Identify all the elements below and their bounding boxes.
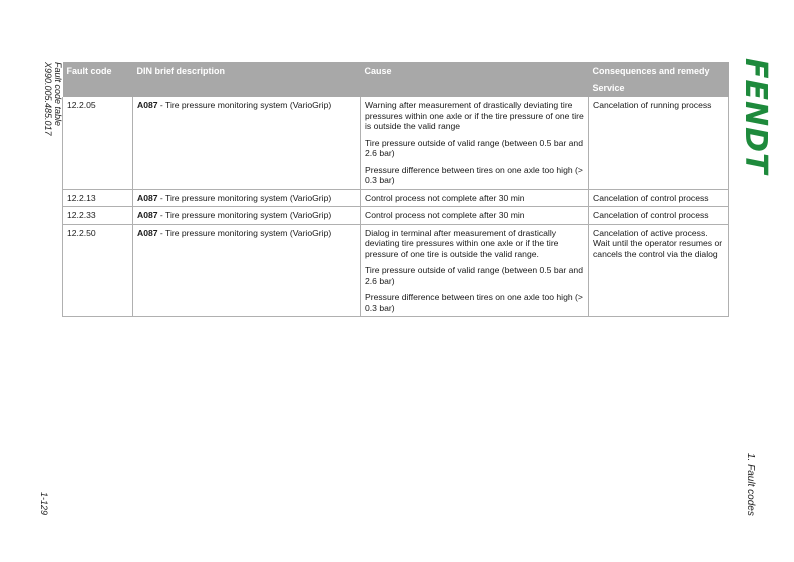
table-row xyxy=(63,207,729,225)
cell-description xyxy=(133,97,361,189)
cell-cause xyxy=(361,207,589,225)
header-consequences xyxy=(589,62,729,97)
cell-consequence: Cancelation of running process xyxy=(589,97,729,189)
right-margin xyxy=(738,58,773,518)
header-description: DIN brief description xyxy=(133,62,361,97)
component-text: - Tire pressure monitoring system (VarioGrip) xyxy=(157,192,332,203)
cause-text: Warning after measurement of drastically deviating tire pressures within one axle or if the tire pressure of one tire is outside the valid range xyxy=(365,100,584,131)
cell-fault-code: 12.2.50 xyxy=(63,224,133,317)
cell-fault-code: 12.2.13 xyxy=(63,189,133,207)
cause-text: Tire pressure outside of valid range (between 0.5 bar and 2.6 bar) xyxy=(365,137,583,158)
fault-code-table xyxy=(62,62,729,317)
table-header-row xyxy=(63,62,729,97)
cause-text: Dialog in terminal after measurement of drastically deviating tire pressures within one axle or if the tire pressure of one tire is outside the valid range. xyxy=(365,227,559,259)
cell-description xyxy=(133,207,361,225)
cell-consequence: Cancelation of control process xyxy=(589,189,729,207)
header-service-label: Service xyxy=(592,82,625,93)
cause-text: Pressure difference between tires on one axle too high (> 0.3 bar) xyxy=(365,292,583,313)
cell-description xyxy=(133,189,361,207)
cause-text: Control process not complete after 30 min xyxy=(365,210,525,220)
component-code: A087 xyxy=(137,192,158,203)
component-code: A087 xyxy=(137,210,158,220)
cell-consequence: Cancelation of control process xyxy=(589,207,729,225)
chapter-title: 1. Fault codes xyxy=(745,453,756,516)
table-row xyxy=(63,189,729,207)
cause-text: Tire pressure outside of valid range (between 0.5 bar and 2.6 bar) xyxy=(365,265,583,286)
header-consequences-label: Consequences and remedy xyxy=(592,66,710,76)
cause-text: Control process not complete after 30 min xyxy=(365,192,525,203)
cell-fault-code: 12.2.33 xyxy=(63,207,133,225)
component-text: - Tire pressure monitoring system (VarioGrip) xyxy=(157,210,332,220)
table-row xyxy=(63,224,729,317)
cell-cause xyxy=(361,97,589,189)
cell-cause xyxy=(361,189,589,207)
component-text: - Tire pressure monitoring system (VarioGrip) xyxy=(157,227,332,238)
table-row xyxy=(63,97,729,189)
doc-number: X990.005.485.017 xyxy=(43,62,53,136)
header-fault-code: Fault code xyxy=(63,62,133,97)
cause-text: Pressure difference between tires on one axle too high (> 0.3 bar) xyxy=(365,164,583,185)
cell-consequence: Cancelation of active process. Wait until the operator resumes or cancels the control via the dialog xyxy=(589,224,729,317)
component-text: - Tire pressure monitoring system (VarioGrip) xyxy=(157,100,332,110)
cell-fault-code: 12.2.05 xyxy=(63,97,133,189)
brand-logo: FENDT xyxy=(738,58,773,175)
doc-title: Fault code table xyxy=(53,62,63,127)
page-number: 1-129 xyxy=(39,492,49,516)
document-reference xyxy=(43,62,63,136)
header-cause: Cause xyxy=(361,62,589,97)
cell-description xyxy=(133,224,361,317)
component-code: A087 xyxy=(137,100,158,110)
component-code: A087 xyxy=(137,227,158,238)
cell-cause xyxy=(361,224,589,317)
